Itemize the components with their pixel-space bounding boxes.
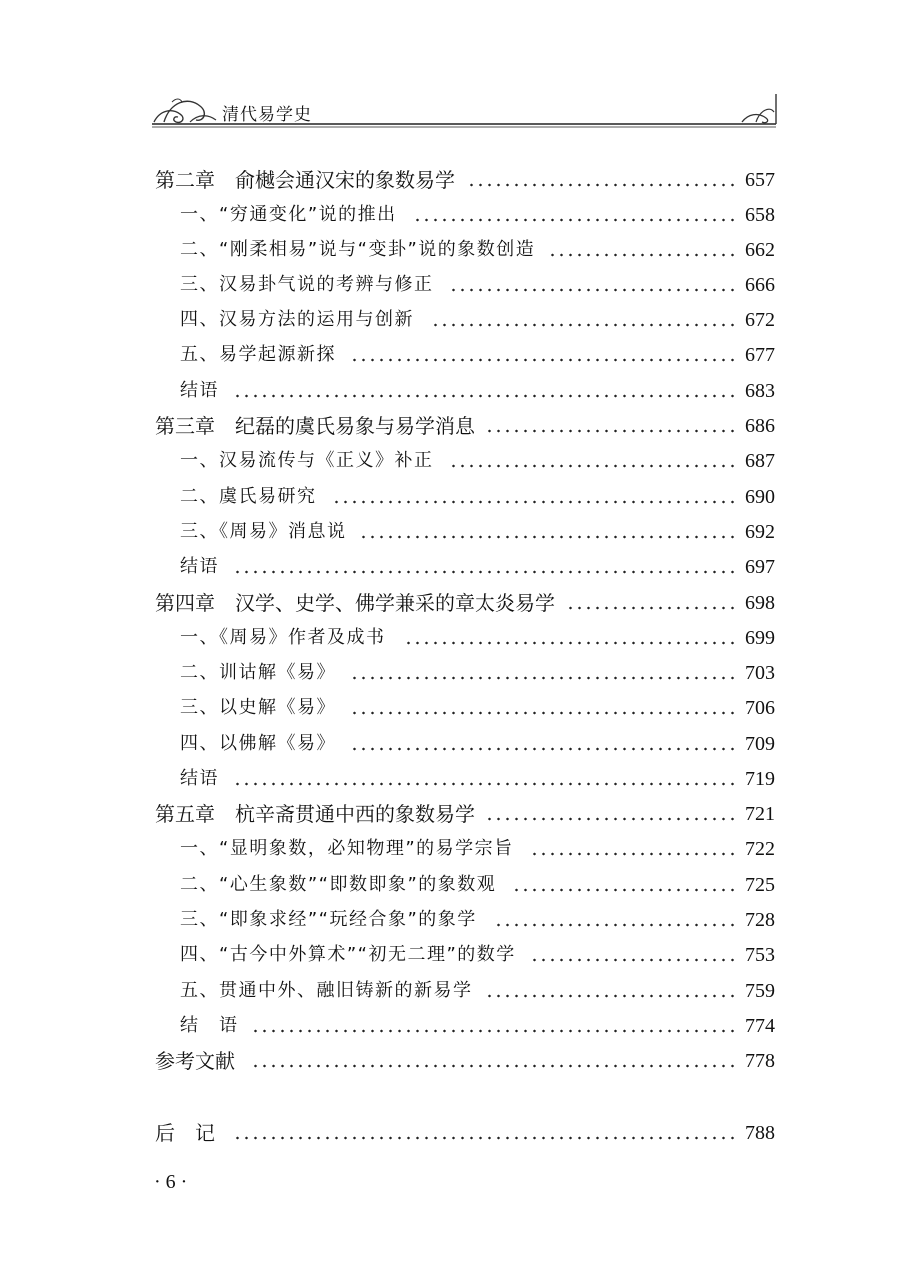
toc-leader-dots — [431, 305, 737, 335]
toc-section-entry[interactable] — [0, 340, 914, 370]
toc-section-entry[interactable] — [0, 870, 914, 900]
toc-section-entry[interactable] — [0, 729, 914, 759]
toc-entry-page: 686 — [745, 415, 775, 437]
toc-entry-title: 三、《周易》消息说 — [180, 521, 347, 542]
toc-entry-title: 四、“古今中外算术”“初无二理”的数学 — [180, 944, 516, 965]
toc-entry-page: 721 — [745, 803, 775, 825]
toc-leader-dots — [530, 834, 737, 864]
toc-section-entry[interactable] — [0, 693, 914, 723]
toc-section-entry[interactable] — [0, 305, 914, 335]
toc-entry-title: 二、虞氏易研究 — [180, 486, 317, 507]
toc-entry-page: 706 — [745, 697, 775, 719]
toc-entry-page: 709 — [745, 733, 775, 755]
toc-leader-dots — [530, 940, 737, 970]
toc-leader-dots — [350, 658, 737, 688]
toc-section-entry[interactable] — [0, 482, 914, 512]
toc-section-entry[interactable] — [0, 446, 914, 476]
toc-chapter-entry[interactable] — [0, 588, 914, 618]
toc-entry-title: 结语 — [180, 556, 219, 577]
toc-leader-dots — [233, 552, 737, 582]
toc-leader-dots — [548, 235, 737, 265]
toc-section-entry[interactable] — [0, 940, 914, 970]
toc-section-entry[interactable] — [0, 200, 914, 230]
toc-entry-page: 703 — [745, 662, 775, 684]
toc-entry-page: 657 — [745, 169, 775, 191]
toc-chapter-entry[interactable] — [0, 411, 914, 441]
toc-entry-title: 三、以史解《易》 — [180, 697, 336, 718]
toc-entry-page: 778 — [745, 1050, 775, 1072]
toc-entry-page: 699 — [745, 627, 775, 649]
toc-entry-title: 结 语 — [180, 1015, 239, 1036]
toc-entry-title: 参考文献 — [155, 1049, 235, 1073]
toc-entry-title: 二、训诂解《易》 — [180, 662, 336, 683]
toc-leader-dots — [359, 517, 737, 547]
toc-section-entry[interactable] — [0, 517, 914, 547]
toc-leader-dots — [350, 729, 737, 759]
toc-leader-dots — [350, 340, 737, 370]
toc-entry-title: 三、汉易卦气说的考辨与修正 — [180, 274, 434, 295]
toc-entry-title: 四、以佛解《易》 — [180, 733, 336, 754]
toc-leader-dots — [332, 482, 737, 512]
page-number: · 6 · — [154, 1171, 188, 1193]
toc-entry-page: 788 — [745, 1122, 775, 1144]
toc-entry-title: 第三章 纪磊的虞氏易象与易学消息 — [155, 414, 475, 438]
toc-leader-dots — [233, 1118, 737, 1148]
toc-leader-dots — [512, 870, 737, 900]
toc-section-entry[interactable] — [0, 376, 914, 406]
toc-entry-title: 一、汉易流传与《正义》补正 — [180, 450, 434, 471]
toc-section-entry[interactable] — [0, 270, 914, 300]
toc-entry-page: 672 — [745, 309, 775, 331]
toc-entry-page: 698 — [745, 592, 775, 614]
toc-entry-page: 725 — [745, 874, 775, 896]
toc-entry-title: 结语 — [180, 768, 219, 789]
toc-entry-page: 759 — [745, 980, 775, 1002]
toc-section-entry[interactable] — [0, 905, 914, 935]
toc-entry-page: 683 — [745, 380, 775, 402]
toc-leader-dots — [251, 1046, 737, 1076]
toc-leader-dots — [566, 588, 737, 618]
toc-leader-dots — [449, 270, 737, 300]
toc-entry-title: 三、“即象求经”“玩经合象”的象学 — [180, 909, 477, 930]
toc-entry-page: 722 — [745, 838, 775, 860]
toc-leader-dots — [485, 799, 737, 829]
toc-section-entry[interactable] — [0, 552, 914, 582]
toc-leader-dots — [485, 411, 737, 441]
toc-leader-dots — [494, 905, 737, 935]
toc-entry-page: 697 — [745, 556, 775, 578]
toc-leader-dots — [485, 976, 737, 1006]
toc-top-entry[interactable] — [0, 1118, 914, 1148]
toc-entry-title: 一、“穷通变化”说的推出 — [180, 204, 397, 225]
toc-leader-dots — [413, 200, 737, 230]
toc-entry-page: 666 — [745, 274, 775, 296]
running-header-title: 清代易学史 — [222, 105, 312, 125]
toc-entry-page: 677 — [745, 344, 775, 366]
toc-leader-dots — [233, 764, 737, 794]
toc-entry-title: 四、汉易方法的运用与创新 — [180, 309, 414, 330]
toc-entry-title: 二、“心生象数”“即数即象”的象数观 — [180, 874, 497, 895]
toc-leader-dots — [404, 623, 737, 653]
toc-leader-dots — [449, 446, 737, 476]
toc-entry-title: 结语 — [180, 380, 219, 401]
toc-chapter-entry[interactable] — [0, 799, 914, 829]
toc-entry-page: 774 — [745, 1015, 775, 1037]
toc-entry-page: 692 — [745, 521, 775, 543]
toc-chapter-entry[interactable] — [0, 165, 914, 195]
toc-leader-dots — [233, 376, 737, 406]
toc-entry-title: 五、贯通中外、融旧铸新的新易学 — [180, 980, 473, 1001]
toc-entry-title: 二、“刚柔相易”说与“变卦”说的象数创造 — [180, 239, 536, 260]
toc-section-entry[interactable] — [0, 1011, 914, 1041]
toc-entry-title: 一、《周易》作者及成书 — [180, 627, 386, 648]
toc-leader-dots — [467, 165, 737, 195]
toc-entry-page: 753 — [745, 944, 775, 966]
toc-entry-page: 687 — [745, 450, 775, 472]
toc-section-entry[interactable] — [0, 235, 914, 265]
toc-section-entry[interactable] — [0, 658, 914, 688]
toc-entry-page: 728 — [745, 909, 775, 931]
toc-top-entry[interactable] — [0, 1046, 914, 1076]
toc-entry-title: 五、易学起源新探 — [180, 344, 336, 365]
toc-entry-page: 719 — [745, 768, 775, 790]
toc-entry-page: 690 — [745, 486, 775, 508]
toc-section-entry[interactable] — [0, 834, 914, 864]
toc-entry-title: 第五章 杭辛斋贯通中西的象数易学 — [155, 802, 475, 826]
toc-entry-page: 662 — [745, 239, 775, 261]
toc-leader-dots — [350, 693, 737, 723]
toc-entry-page: 658 — [745, 204, 775, 226]
toc-section-entry[interactable] — [0, 976, 914, 1006]
toc-entry-title: 第四章 汉学、史学、佛学兼采的章太炎易学 — [155, 591, 555, 615]
toc-entry-title: 后 记 — [155, 1121, 215, 1145]
toc-leader-dots — [251, 1011, 737, 1041]
toc-section-entry[interactable] — [0, 764, 914, 794]
toc-entry-title: 第二章 俞樾会通汉宋的象数易学 — [155, 168, 455, 192]
toc-entry-title: 一、“显明象数，必知物理”的易学宗旨 — [180, 838, 514, 859]
toc-section-entry[interactable] — [0, 623, 914, 653]
